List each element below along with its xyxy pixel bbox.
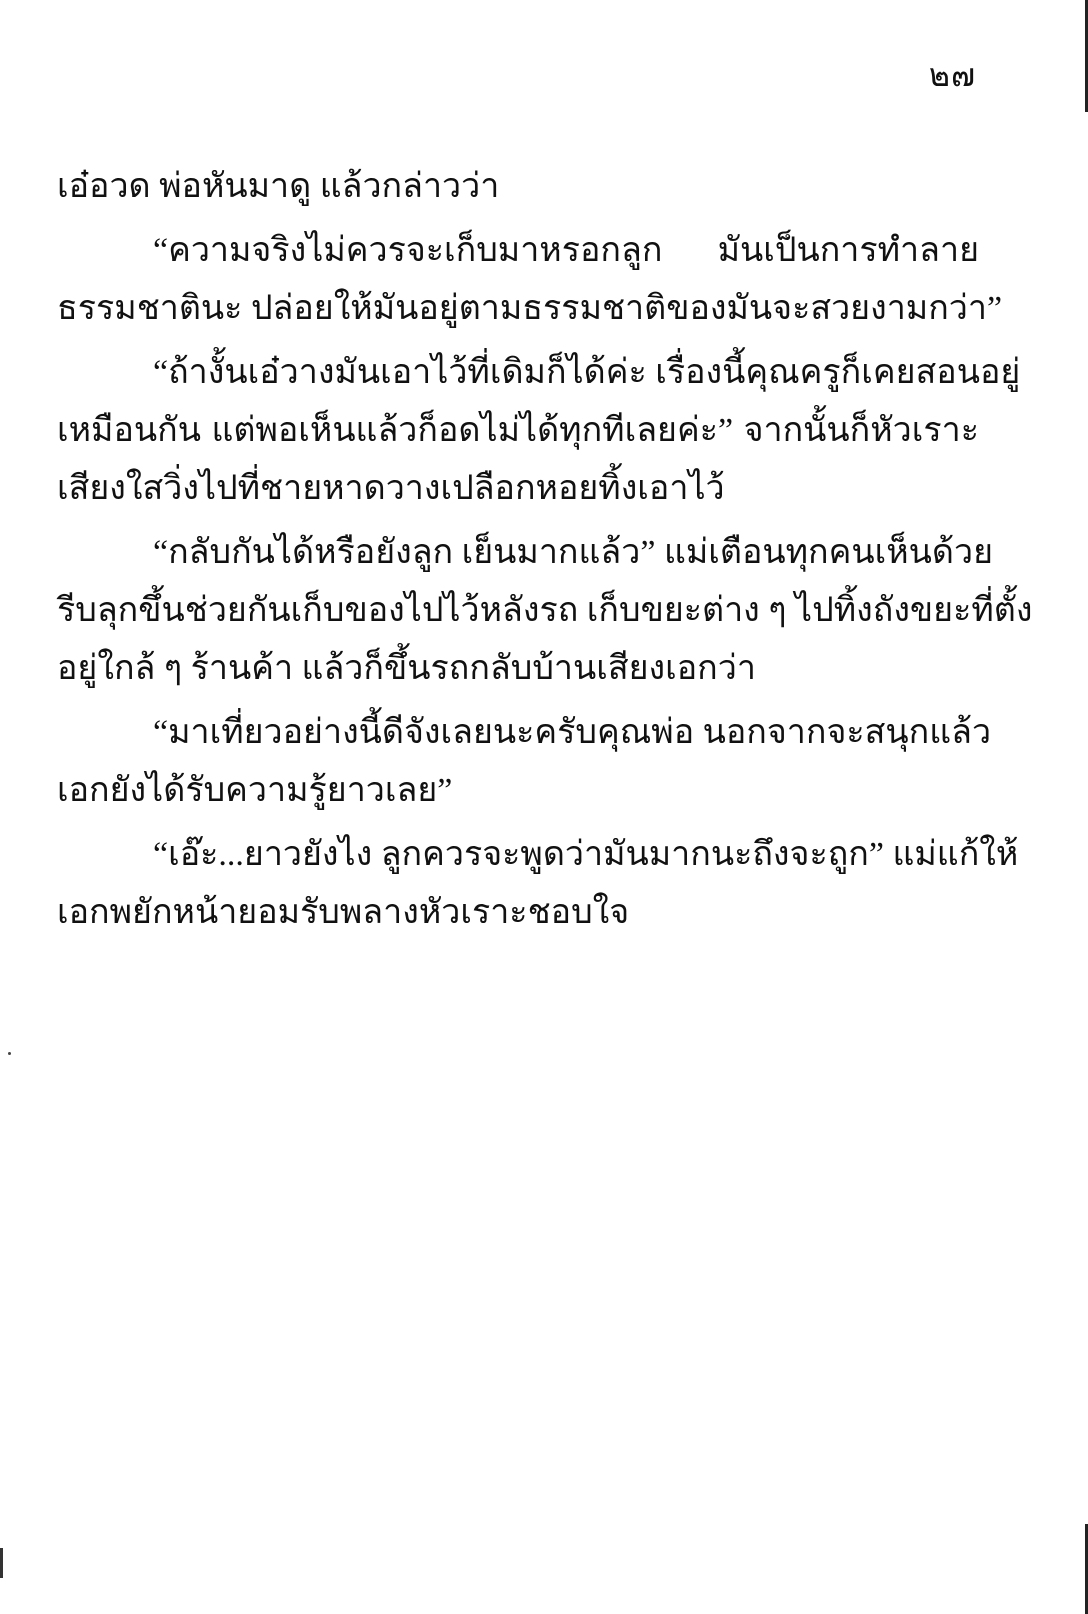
scan-edge-mark: [0, 1548, 3, 1578]
body-text: [57, 158, 1033, 942]
text-line: เอกยังได้รับความรู้ยาวเลย”: [57, 772, 453, 809]
text-line: “กลับกันได้หรือยังลูก เย็นมากแล้ว” แม่เตือนทุกคนเห็นด้วย: [153, 534, 993, 571]
text-line: เหมือนกัน แต่พอเห็นแล้วก็อดไม่ได้ทุกทีเลยค่ะ” จากนั้นก็หัวเราะ: [57, 412, 979, 449]
text-line: อยู่ใกล้ ๆ ร้านค้า แล้วก็ขึ้นรถกลับบ้านเสียงเอกว่า: [57, 650, 756, 687]
text-line: “เอ๊ะ...ยาวยังไง ลูกควรจะพูดว่ามันมากนะถึงจะถูก” แม่แก้ให้: [153, 836, 1019, 873]
text-line: ธรรมชาตินะ ปล่อยให้มันอยู่ตามธรรมชาติของมันจะสวยงามกว่า”: [57, 290, 1003, 327]
page-number: ๒๗: [928, 57, 976, 93]
text-line: เอกพยักหน้ายอมรับพลางหัวเราะชอบใจ: [57, 894, 630, 931]
text-line: รีบลุกขึ้นช่วยกันเก็บของไปไว้หลังรถ เก็บขยะต่าง ๆ ไปทิ้งถังขยะที่ตั้ง: [57, 592, 1033, 629]
text-line: “ถ้างั้นเอ๋วางมันเอาไว้ที่เดิมก็ได้ค่ะ เรื่องนี้คุณครูก็เคยสอนอยู่: [153, 354, 1021, 391]
text-line: เสียงใสวิ่งไปที่ชายหาดวางเปลือกหอยทิ้งเอาไว้: [57, 470, 725, 507]
text-line: “ความจริงไม่ควรจะเก็บมาหรอกลูก มันเป็นการทำลาย: [153, 232, 979, 269]
scan-speck: [8, 1052, 11, 1055]
text-line: “มาเที่ยวอย่างนี้ดีจังเลยนะครับคุณพ่อ นอกจากจะสนุกแล้ว: [153, 714, 992, 751]
text-line: เอ๋อวด พ่อหันมาดู แล้วกล่าวว่า: [57, 168, 500, 205]
